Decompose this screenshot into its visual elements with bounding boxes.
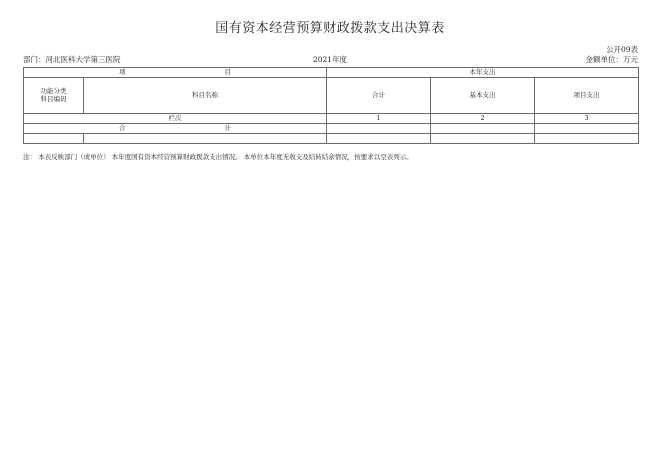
col-total: 合计 xyxy=(327,78,431,114)
header-row-top xyxy=(24,68,639,78)
index-basic: 2 xyxy=(431,114,535,124)
sum-total-value xyxy=(327,124,431,134)
fiscal-year: 2021年度 xyxy=(312,55,348,64)
amount-unit: 金额单位：万元 xyxy=(585,55,638,64)
empty-cell xyxy=(431,134,535,144)
footnote: 注： 本表反映部门（或单位） 本年度国有资本经营预算财政拨款支出情况。 本单位本年度无收支及结转结余情况，按要求以空表列示。 xyxy=(23,153,413,161)
row-index-label: 栏次 xyxy=(24,114,327,124)
index-total: 1 xyxy=(327,114,431,124)
sum-project-value xyxy=(535,124,639,134)
page-title: 国有资本经营预算财政拨款支出决算表 xyxy=(215,21,445,36)
sum-basic-value xyxy=(431,124,535,134)
header-item-right: 目 xyxy=(224,67,232,76)
index-project: 3 xyxy=(535,114,639,124)
col-subject-name: 科目名称 xyxy=(84,78,327,114)
empty-cell xyxy=(24,134,84,144)
expenditure-table xyxy=(23,67,639,144)
col-project-expenditure: 项目支出 xyxy=(535,78,639,114)
header-item-left: 项 xyxy=(118,67,126,76)
empty-cell xyxy=(535,134,639,144)
sum-label-cell xyxy=(24,124,327,134)
header-item-cell xyxy=(24,68,327,78)
sum-left: 合 xyxy=(118,123,126,132)
sum-row xyxy=(24,124,639,134)
form-code: 公开09表 xyxy=(605,45,638,54)
col-basic-expenditure: 基本支出 xyxy=(431,78,535,114)
index-row xyxy=(24,114,639,124)
empty-cell xyxy=(327,134,431,144)
empty-cell xyxy=(84,134,327,144)
sum-right: 计 xyxy=(224,123,232,132)
empty-row xyxy=(24,134,639,144)
header-current-year: 本年支出 xyxy=(327,68,639,78)
col-function-code: 功能分类 科目编码 xyxy=(24,78,84,114)
department-label: 部门：河北医科大学第三医院 xyxy=(23,55,121,64)
header-row-columns xyxy=(24,78,639,114)
